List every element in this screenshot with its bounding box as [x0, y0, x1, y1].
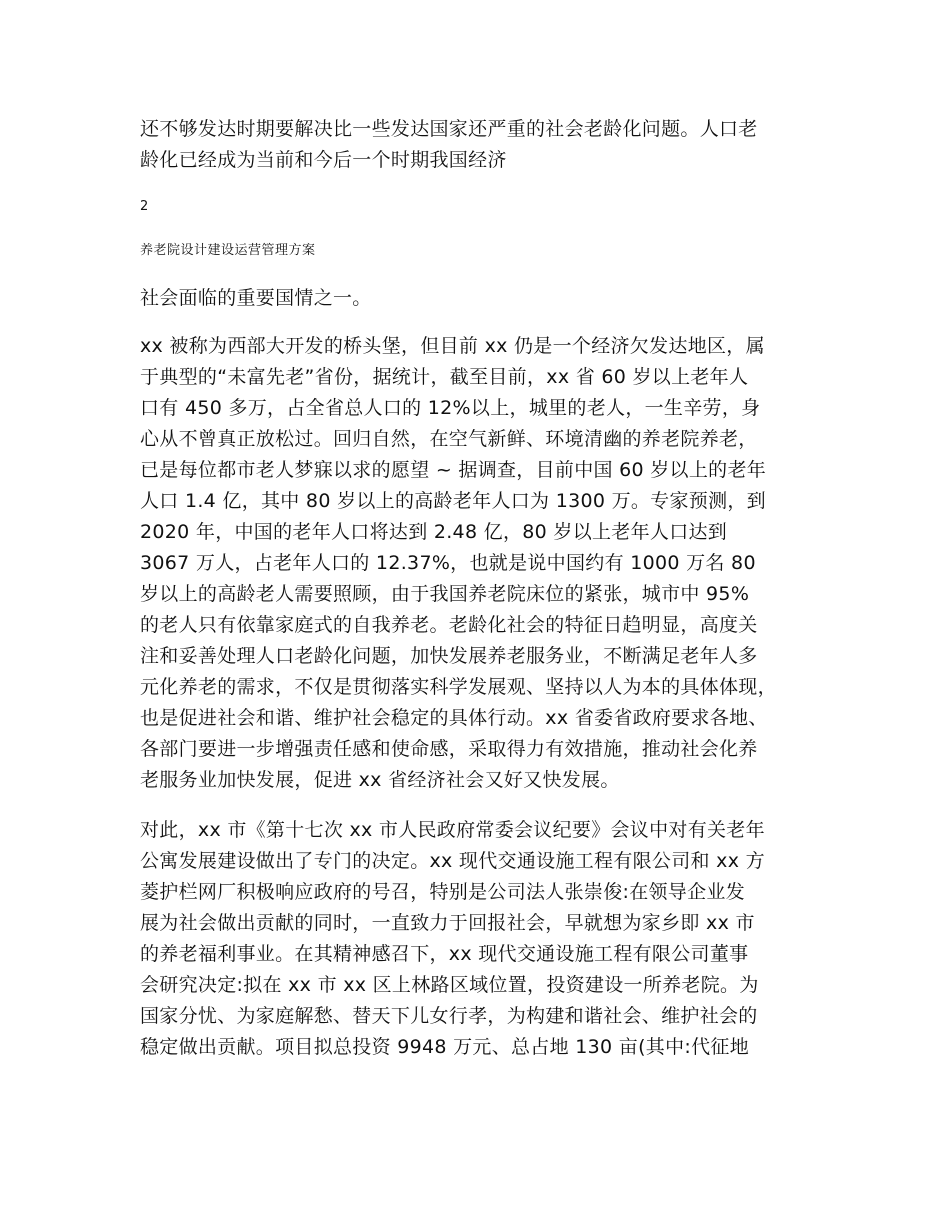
text-line: 公寓发展建设做出了专门的决定。xx 现代交通设施工程有限公司和 xx 方	[140, 850, 765, 872]
text-line: 国家分忧、为家庭解愁、替天下儿女行孝，为构建和谐社会、维护社会的	[140, 1005, 758, 1027]
running-header: 养老院设计建设运营管理方案	[140, 243, 316, 258]
text-line: 还不够发达时期要解决比一些发达国家还严重的社会老龄化问题。人口老	[140, 118, 758, 140]
text-line: xx 被称为西部大开发的桥头堡，但目前 xx 仍是一个经济欠发达地区，属	[140, 335, 765, 357]
text-line: 人口 1.4 亿，其中 80 岁以上的高龄老年人口为 1300 万。专家预测，到	[140, 490, 766, 512]
text-line: 2020 年，中国的老年人口将达到 2.48 亿，80 岁以上老年人口达到	[140, 521, 728, 543]
paragraph	[140, 283, 830, 314]
paragraph	[140, 331, 830, 796]
text-line: 龄化已经成为当前和今后一个时期我国经济	[140, 149, 507, 171]
text-line: 于典型的“未富先老”省份，据统计，截至目前，xx 省 60 岁以上老年人	[140, 366, 749, 388]
text-line: 注和妥善处理人口老龄化问题，加快发展养老服务业，不断满足老年人多	[140, 645, 758, 667]
text-line: 的老人只有依靠家庭式的自我养老。老龄化社会的特征日趋明显，高度关	[140, 614, 758, 636]
text-line: 稳定做出贡献。项目拟总投资 9948 万元、总占地 130 亩(其中:代征地	[140, 1036, 749, 1058]
text-line: 社会面临的重要国情之一。	[140, 287, 372, 309]
text-line: 元化养老的需求，不仅是贯彻落实科学发展观、坚持以人为本的具体体现，	[140, 676, 777, 698]
text-line: 口有 450 多万，占全省总人口的 12%以上，城里的老人，一生辛劳，身	[140, 397, 761, 419]
text-line: 3067 万人，占老年人口的 12.37%，也就是说中国约有 1000 万名 80	[140, 552, 756, 574]
text-line: 对此，xx 市《第十七次 xx 市人民政府常委会议纪要》会议中对有关老年	[140, 819, 765, 841]
text-line: 会研究决定:拟在 xx 市 xx 区上林路区域位置，投资建设一所养老院。为	[140, 974, 759, 996]
text-line: 心从不曾真正放松过。回归自然，在空气新鲜、环境清幽的养老院养老，	[140, 428, 758, 450]
text-line: 老服务业加快发展，促进 xx 省经济社会又好又快发展。	[140, 769, 620, 791]
text-line: 已是每位都市老人梦寐以求的愿望 ~ 据调查，目前中国 60 岁以上的老年	[140, 459, 767, 481]
text-line: 也是促进社会和谐、维护社会稳定的具体行动。xx 省委省政府要求各地、	[140, 707, 768, 729]
paragraph	[140, 815, 830, 1063]
page-number: 2	[140, 199, 149, 214]
text-line: 的养老福利事业。在其精神感召下，xx 现代交通设施工程有限公司董事	[140, 943, 749, 965]
text-line: 各部门要进一步增强责任感和使命感，采取得力有效措施，推动社会化养	[140, 738, 758, 760]
text-line: 展为社会做出贡献的同时，一直致力于回报社会，早就想为家乡即 xx 市	[140, 912, 755, 934]
continued-paragraph	[140, 114, 830, 176]
text-line: 菱护栏网厂积极响应政府的号召，特别是公司法人张崇俊:在领导企业发	[140, 881, 746, 903]
text-line: 岁以上的高龄老人需要照顾，由于我国养老院床位的紧张，城市中 95%	[140, 583, 750, 605]
